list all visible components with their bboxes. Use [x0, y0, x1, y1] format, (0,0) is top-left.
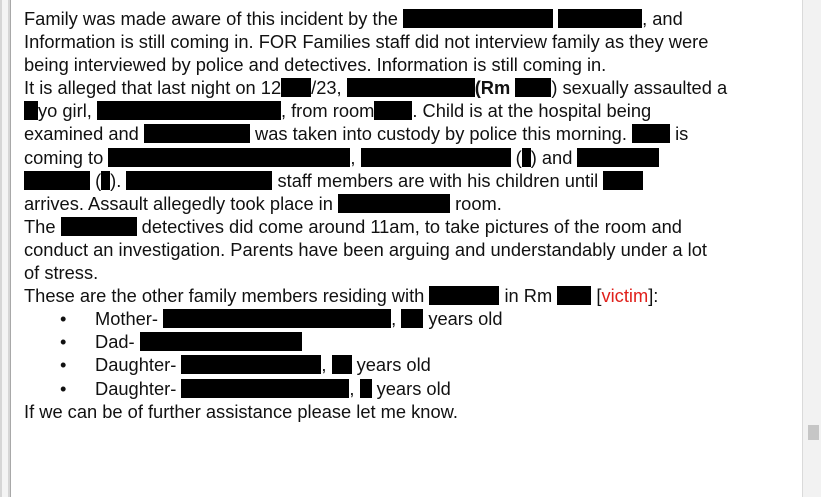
text: ) and	[530, 146, 578, 168]
list-item	[24, 353, 800, 376]
text: [	[591, 285, 602, 307]
redaction	[140, 332, 302, 351]
doc-line-3	[24, 53, 800, 76]
text: is	[670, 123, 689, 145]
doc-line-5	[24, 99, 800, 122]
text: was taken into custody by police this morning.	[249, 123, 633, 145]
redaction	[338, 194, 450, 213]
redaction	[126, 171, 272, 190]
text: The	[24, 215, 61, 237]
doc-line-7	[24, 146, 800, 169]
bullet-icon: •	[60, 377, 67, 399]
window-left-border	[0, 0, 11, 497]
text: examined and	[24, 123, 144, 145]
redaction	[361, 148, 511, 167]
bullet-icon: •	[60, 308, 67, 330]
redaction	[429, 286, 499, 305]
redaction	[181, 355, 321, 374]
doc-line-2	[24, 30, 800, 53]
redaction	[515, 78, 551, 97]
text: ,	[321, 354, 332, 376]
text: ).	[110, 169, 127, 191]
scrollbar-thumb[interactable]	[808, 425, 819, 440]
text: ]:	[648, 285, 659, 307]
text: Daughter-	[95, 354, 182, 376]
text: years old	[371, 377, 451, 399]
text: in Rm	[499, 285, 558, 307]
text: detectives did come around 11am, to take pictures of the room and	[136, 215, 682, 237]
text: , and	[642, 8, 683, 29]
text: These are the other family members residing with	[24, 285, 430, 307]
redaction	[632, 124, 670, 143]
text: being interviewed by police and detectives. Information is still coming in.	[24, 54, 607, 76]
doc-line-13	[24, 284, 800, 307]
redaction	[144, 124, 250, 143]
text: , from room	[280, 100, 375, 122]
doc-line-10	[24, 215, 800, 238]
text: years old	[351, 354, 431, 376]
text: staff members are with his children until	[272, 169, 599, 191]
text: Information is still coming in. FOR Families staff did not interview family as they were	[24, 31, 709, 53]
text: of stress.	[24, 262, 99, 284]
document-body	[24, 7, 800, 423]
text: arrives. Assault allegedly took place in	[24, 192, 338, 214]
text: (	[90, 169, 102, 191]
text: . Child is at the hospital being	[412, 100, 652, 122]
redaction	[281, 78, 311, 97]
redaction	[374, 101, 412, 120]
redaction	[108, 148, 350, 167]
redaction	[347, 78, 475, 97]
text: Mother-	[95, 308, 164, 330]
text: coming to	[24, 146, 109, 168]
text: yo girl,	[38, 100, 97, 122]
text: Daughter-	[95, 377, 182, 399]
list-item	[24, 330, 800, 353]
doc-line-11	[24, 238, 800, 261]
vertical-scrollbar[interactable]	[802, 0, 821, 497]
text: ,	[349, 377, 360, 399]
redaction	[24, 171, 90, 190]
text: room.	[450, 192, 502, 214]
list-item	[24, 377, 800, 400]
bullet-icon: •	[60, 331, 67, 353]
text: ) sexually assaulted a	[551, 77, 728, 99]
doc-line-1	[24, 7, 800, 30]
doc-line-4	[24, 76, 800, 99]
doc-line-8	[24, 169, 800, 192]
redaction	[97, 101, 281, 120]
text: Dad-	[95, 331, 140, 353]
doc-line-9	[24, 192, 800, 215]
redaction	[401, 309, 423, 328]
doc-line-6	[24, 122, 800, 145]
text: years old	[423, 308, 503, 330]
redaction	[577, 148, 659, 167]
victim-label: victim	[601, 285, 649, 307]
redaction	[360, 379, 372, 398]
text: conduct an investigation. Parents have been arguing and understandably under a lot	[24, 238, 707, 260]
doc-line-closing	[24, 400, 800, 423]
list-item	[24, 307, 800, 330]
redaction	[522, 148, 531, 167]
redaction	[101, 171, 110, 190]
room-label: (Rm	[474, 77, 516, 99]
bullet-icon: •	[60, 354, 67, 376]
redaction	[557, 286, 591, 305]
redaction	[558, 9, 642, 28]
redaction	[181, 379, 349, 398]
doc-line-12	[24, 261, 800, 284]
redaction	[61, 217, 137, 236]
redaction	[403, 9, 553, 28]
redaction	[24, 101, 38, 120]
redaction	[163, 309, 391, 328]
text: Family was made aware of this incident by the	[24, 8, 403, 29]
redaction	[603, 171, 643, 190]
text: ,	[350, 146, 361, 168]
text: /23,	[311, 77, 347, 99]
text: (	[510, 146, 522, 168]
text: ,	[391, 308, 402, 330]
text: If we can be of further assistance please let me know.	[24, 400, 458, 422]
redaction	[332, 355, 352, 374]
text: It is alleged that last night on 12	[24, 77, 282, 99]
